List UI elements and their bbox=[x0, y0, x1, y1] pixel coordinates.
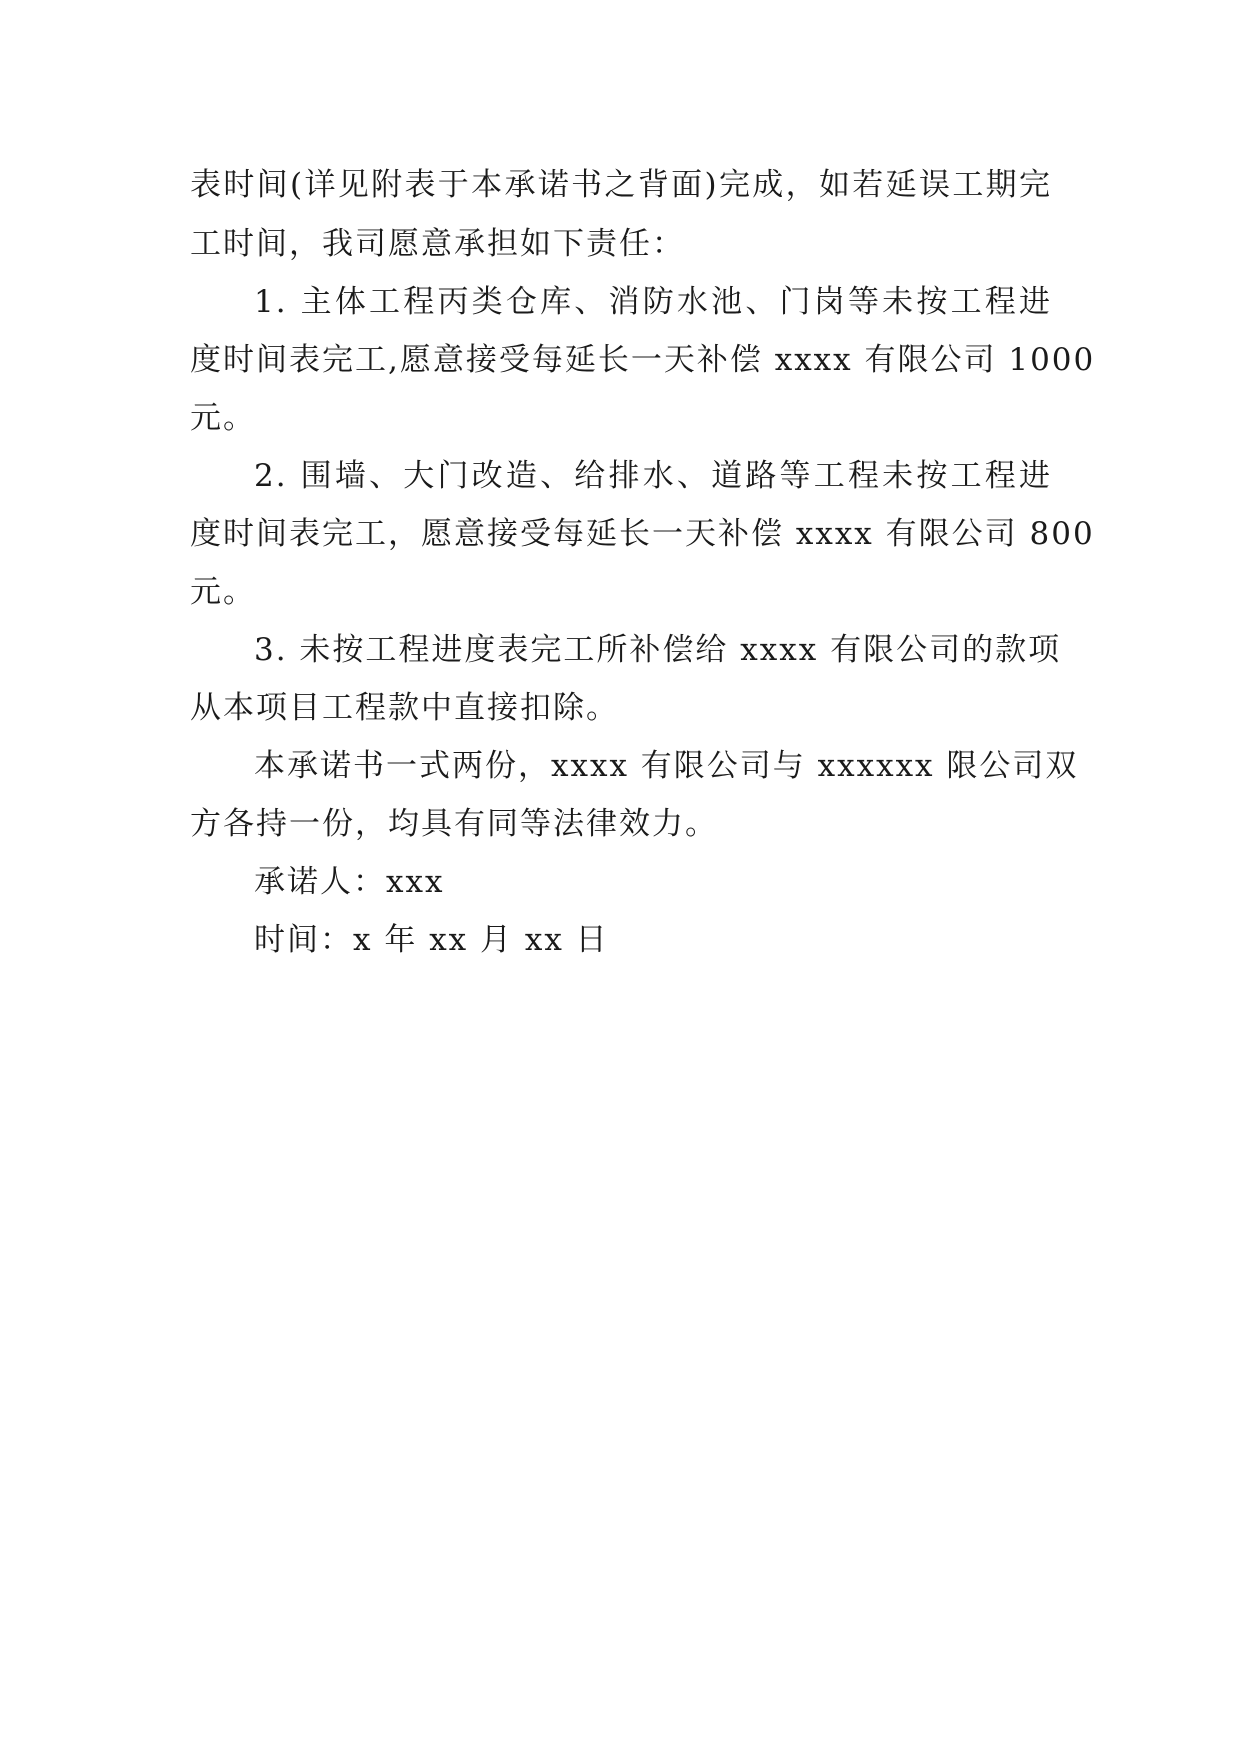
list-item-3-line: 3. 未按工程进度表完工所补偿给 xxxx 有限公司的款项 bbox=[254, 632, 1062, 668]
list-item-3-line: 从本项目工程款中直接扣除。 bbox=[190, 690, 619, 726]
closing-paragraph-line: 方各持一份，均具有同等法律效力。 bbox=[190, 806, 718, 842]
list-item-1-line: 度时间表完工,愿意接受每延长一天补偿 xxxx 有限公司 1000 bbox=[190, 342, 1096, 378]
list-item-1-line: 1. 主体工程丙类仓库、消防水池、门岗等未按工程进 bbox=[254, 284, 1052, 320]
paragraph-line: 表时间(详见附表于本承诺书之背面)完成，如若延误工期完 bbox=[190, 167, 1052, 203]
paragraph-line: 工时间，我司愿意承担如下责任： bbox=[190, 226, 685, 262]
list-item-2-line: 元。 bbox=[190, 574, 256, 610]
list-item-2-line: 2. 围墙、大门改造、给排水、道路等工程未按工程进 bbox=[254, 458, 1052, 494]
closing-paragraph-line: 本承诺书一式两份，xxxx 有限公司与 xxxxxx 限公司双 bbox=[254, 748, 1079, 784]
signatory-line: 承诺人：xxx bbox=[254, 864, 445, 900]
list-item-1-line: 元。 bbox=[190, 400, 256, 436]
date-line: 时间：x 年 xx 月 xx 日 bbox=[254, 922, 609, 958]
list-item-2-line: 度时间表完工，愿意接受每延长一天补偿 xxxx 有限公司 800 bbox=[190, 516, 1095, 552]
